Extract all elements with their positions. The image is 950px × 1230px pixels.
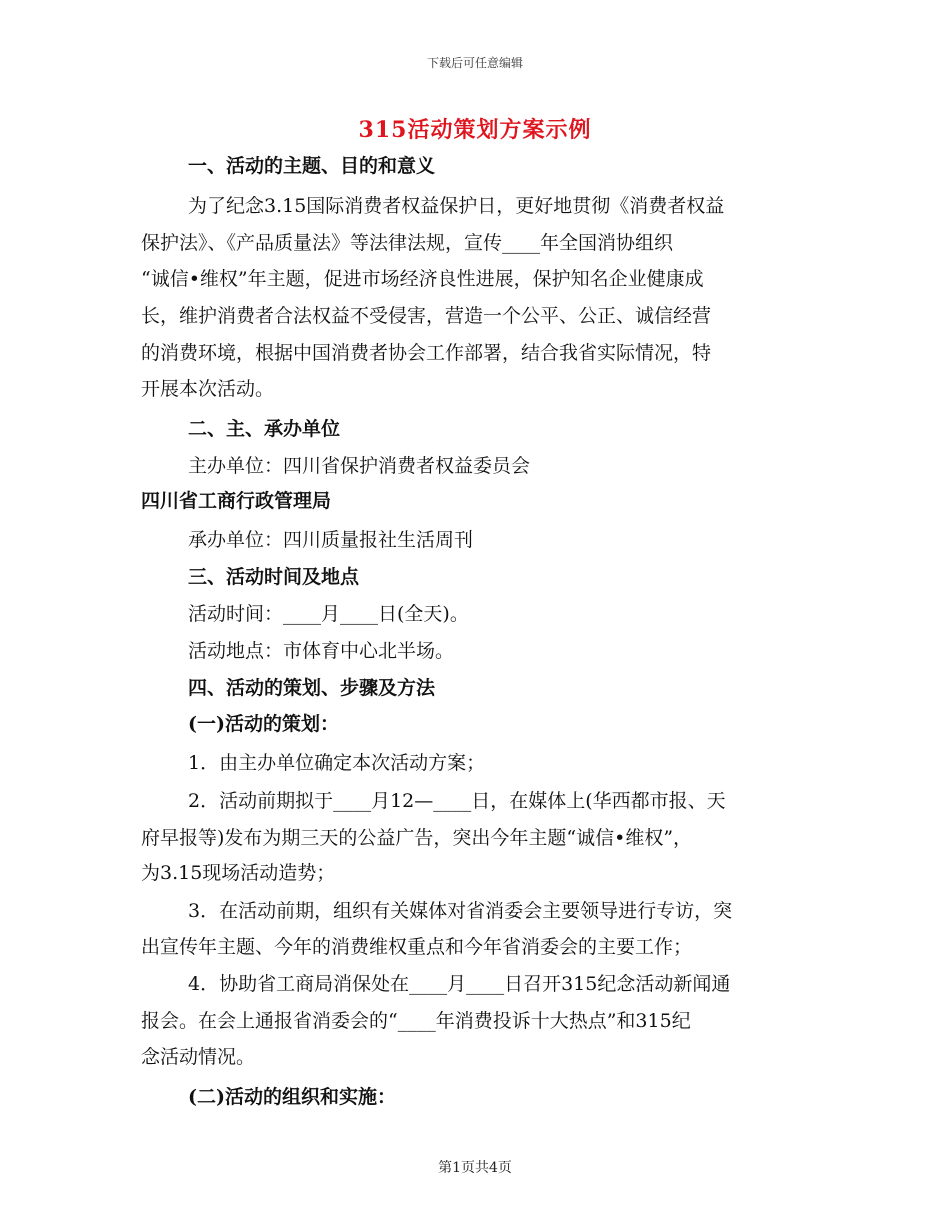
section-heading-1: 一、活动的主题、目的和意义 (188, 155, 436, 177)
paragraph-line: 开展本次活动。 (141, 378, 275, 400)
section-heading-3: 三、活动时间及地点 (188, 566, 360, 588)
document-title: 315活动策划方案示例 (358, 117, 592, 143)
subsection-heading-2: (二)活动的组织和实施： (188, 1086, 396, 1108)
list-item-continued: 报会。在会上通报省消委会的“____年消费投诉十大热点”和315纪 (141, 1010, 691, 1032)
list-item: 2．活动前期拟于____月12—____日，在媒体上(华西都市报、天 (188, 790, 726, 812)
page-number: 第1页共4页 (438, 1160, 512, 1176)
list-item-continued: 为3.15现场活动造势； (141, 862, 336, 884)
list-item-continued: 出宣传年主题、今年的消费维权重点和今年省消委会的主要工作； (141, 936, 693, 958)
section-heading-4: 四、活动的策划、步骤及方法 (188, 677, 436, 699)
organizer-line: 四川省工商行政管理局 (141, 490, 332, 512)
page-header-note: 下载后可任意编辑 (426, 56, 523, 70)
organizer-line: 主办单位：四川省保护消费者权益委员会 (188, 455, 531, 477)
list-item-continued: 念活动情况。 (141, 1046, 256, 1068)
subsection-heading-1: (一)活动的策划： (188, 713, 339, 735)
paragraph-line: 为了纪念3.15国际消费者权益保护日，更好地贯彻《消费者权益 (188, 195, 725, 217)
list-item: 1．由主办单位确定本次活动方案； (188, 752, 486, 774)
paragraph-line: 的消费环境，根据中国消费者协会工作部署，结合我省实际情况，特 (141, 342, 712, 364)
activity-time-line: 活动时间：____月____日(全天)。 (188, 603, 469, 625)
paragraph-line: “诚信•维权”年主题，促进市场经济良性进展，保护知名企业健康成 (141, 268, 704, 290)
paragraph-line: 保护法》、《产品质量法》等法律法规，宣传____年全国消协组织 (141, 232, 674, 254)
list-item-continued: 府早报等)发布为期三天的公益广告，突出今年主题“诚信•维权”， (141, 827, 693, 849)
paragraph-line: 长，维护消费者合法权益不受侵害，营造一个公平、公正、诚信经营 (141, 305, 712, 327)
list-item: 4．协助省工商局消保处在____月____日召开315纪念活动新闻通 (188, 973, 731, 995)
activity-location-line: 活动地点：市体育中心北半场。 (188, 640, 455, 662)
co-organizer-line: 承办单位：四川质量报社生活周刊 (188, 529, 474, 551)
list-item: 3．在活动前期，组织有关媒体对省消委会主要领导进行专访，突 (188, 900, 733, 922)
section-heading-2: 二、主、承办单位 (188, 418, 341, 440)
